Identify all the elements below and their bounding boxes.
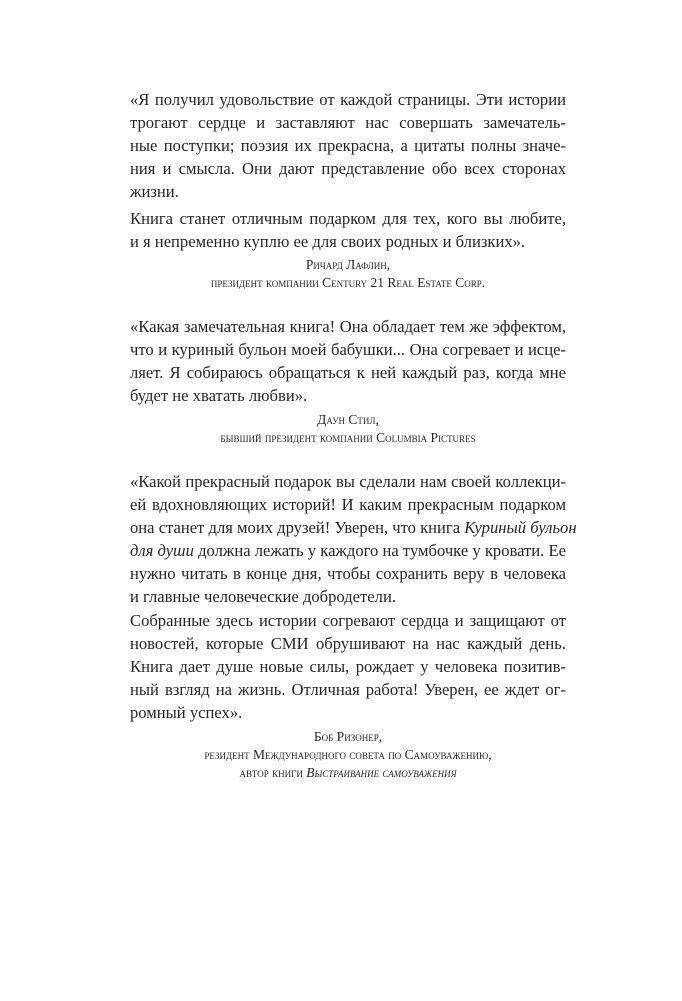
text-line: ные поступки; поэзия их прекрасна, а цитаты полны значе- (130, 136, 566, 155)
quote-3-paragraph-1 (130, 470, 577, 608)
author-name: Боб Ризонер, (313, 729, 383, 744)
text-line: «Я получил удовольствие от каждой страницы. Эти истории (130, 90, 566, 109)
text-span: она станет для моих друзей! Уверен, что книга (130, 518, 465, 537)
text-line: «Какой прекрасный подарок вы сделали нам своей коллекци- (130, 472, 566, 491)
text-line: «Какая замечательная книга! Она обладает тем же эффектом, (130, 317, 566, 336)
quote-1-attribution (130, 256, 566, 292)
text-line: ляет. Я собираюсь обращаться к ней каждый раз, когда мне (130, 363, 566, 382)
author-name: Ричард Лафлин, (305, 257, 391, 272)
quote-3-paragraph-2 (130, 609, 566, 724)
text-line: ей вдохновляющих историй! И каким прекрасным подарком (130, 495, 566, 514)
book-title: Выстраивание самоуважения (306, 765, 457, 780)
text-line: ромный успех». (130, 703, 243, 722)
quote-2-paragraph-1 (130, 315, 566, 407)
text-line: нужно читать в конце дня, чтобы сохранить веру в человека (130, 564, 566, 583)
book-title: Куриный бульон (464, 518, 577, 537)
text-line (130, 539, 566, 562)
text-line: жизни. (130, 182, 179, 201)
author-book (130, 764, 566, 782)
text-line: Книга станет отличным подарком для тех, кого вы любите, (130, 209, 566, 228)
text-line: ный взгляд на жизнь. Отличная работа! Уверен, ее ждет ог- (130, 680, 566, 699)
text-line: трогают сердце и заставляют нас совершать замечатель- (130, 113, 566, 132)
book-title: для души (130, 541, 194, 560)
author-title: президент компании Century 21 Real Estate Corp. (210, 275, 486, 290)
text-line: и я непременно куплю ее для своих родных и близких». (130, 232, 526, 251)
author-title: бывший президент компании Columbia Pictures (220, 430, 476, 445)
text-line (130, 516, 577, 539)
text-span: должна лежать у каждого на тумбочке у кровати. Ее (193, 541, 566, 560)
text-line: Собранные здесь истории согревают сердца и защищают от (130, 611, 566, 630)
text-line: новостей, которые СМИ обрушивают на нас каждый день. (130, 634, 566, 653)
text-line: Книга дает душе новые силы, рождает у человека позитив- (130, 657, 566, 676)
text-line: и главные человеческие добродетели. (130, 587, 396, 606)
quote-2-attribution (130, 411, 566, 447)
quote-1-paragraph-2 (130, 207, 566, 253)
text-line: ния и смысла. Они дают представление обо всех сторонах (130, 159, 566, 178)
text-span: автор книги (239, 765, 307, 780)
quote-3-attribution (130, 728, 566, 782)
author-name: Даун Стил, (317, 412, 379, 427)
author-title: резидент Международного совета по Самоуважению, (204, 747, 492, 762)
text-line: что и куриный бульон моей бабушки... Она согревает и исце- (130, 340, 566, 359)
quote-1-paragraph-1 (130, 88, 566, 203)
text-line: будет не хватать любви». (130, 386, 308, 405)
